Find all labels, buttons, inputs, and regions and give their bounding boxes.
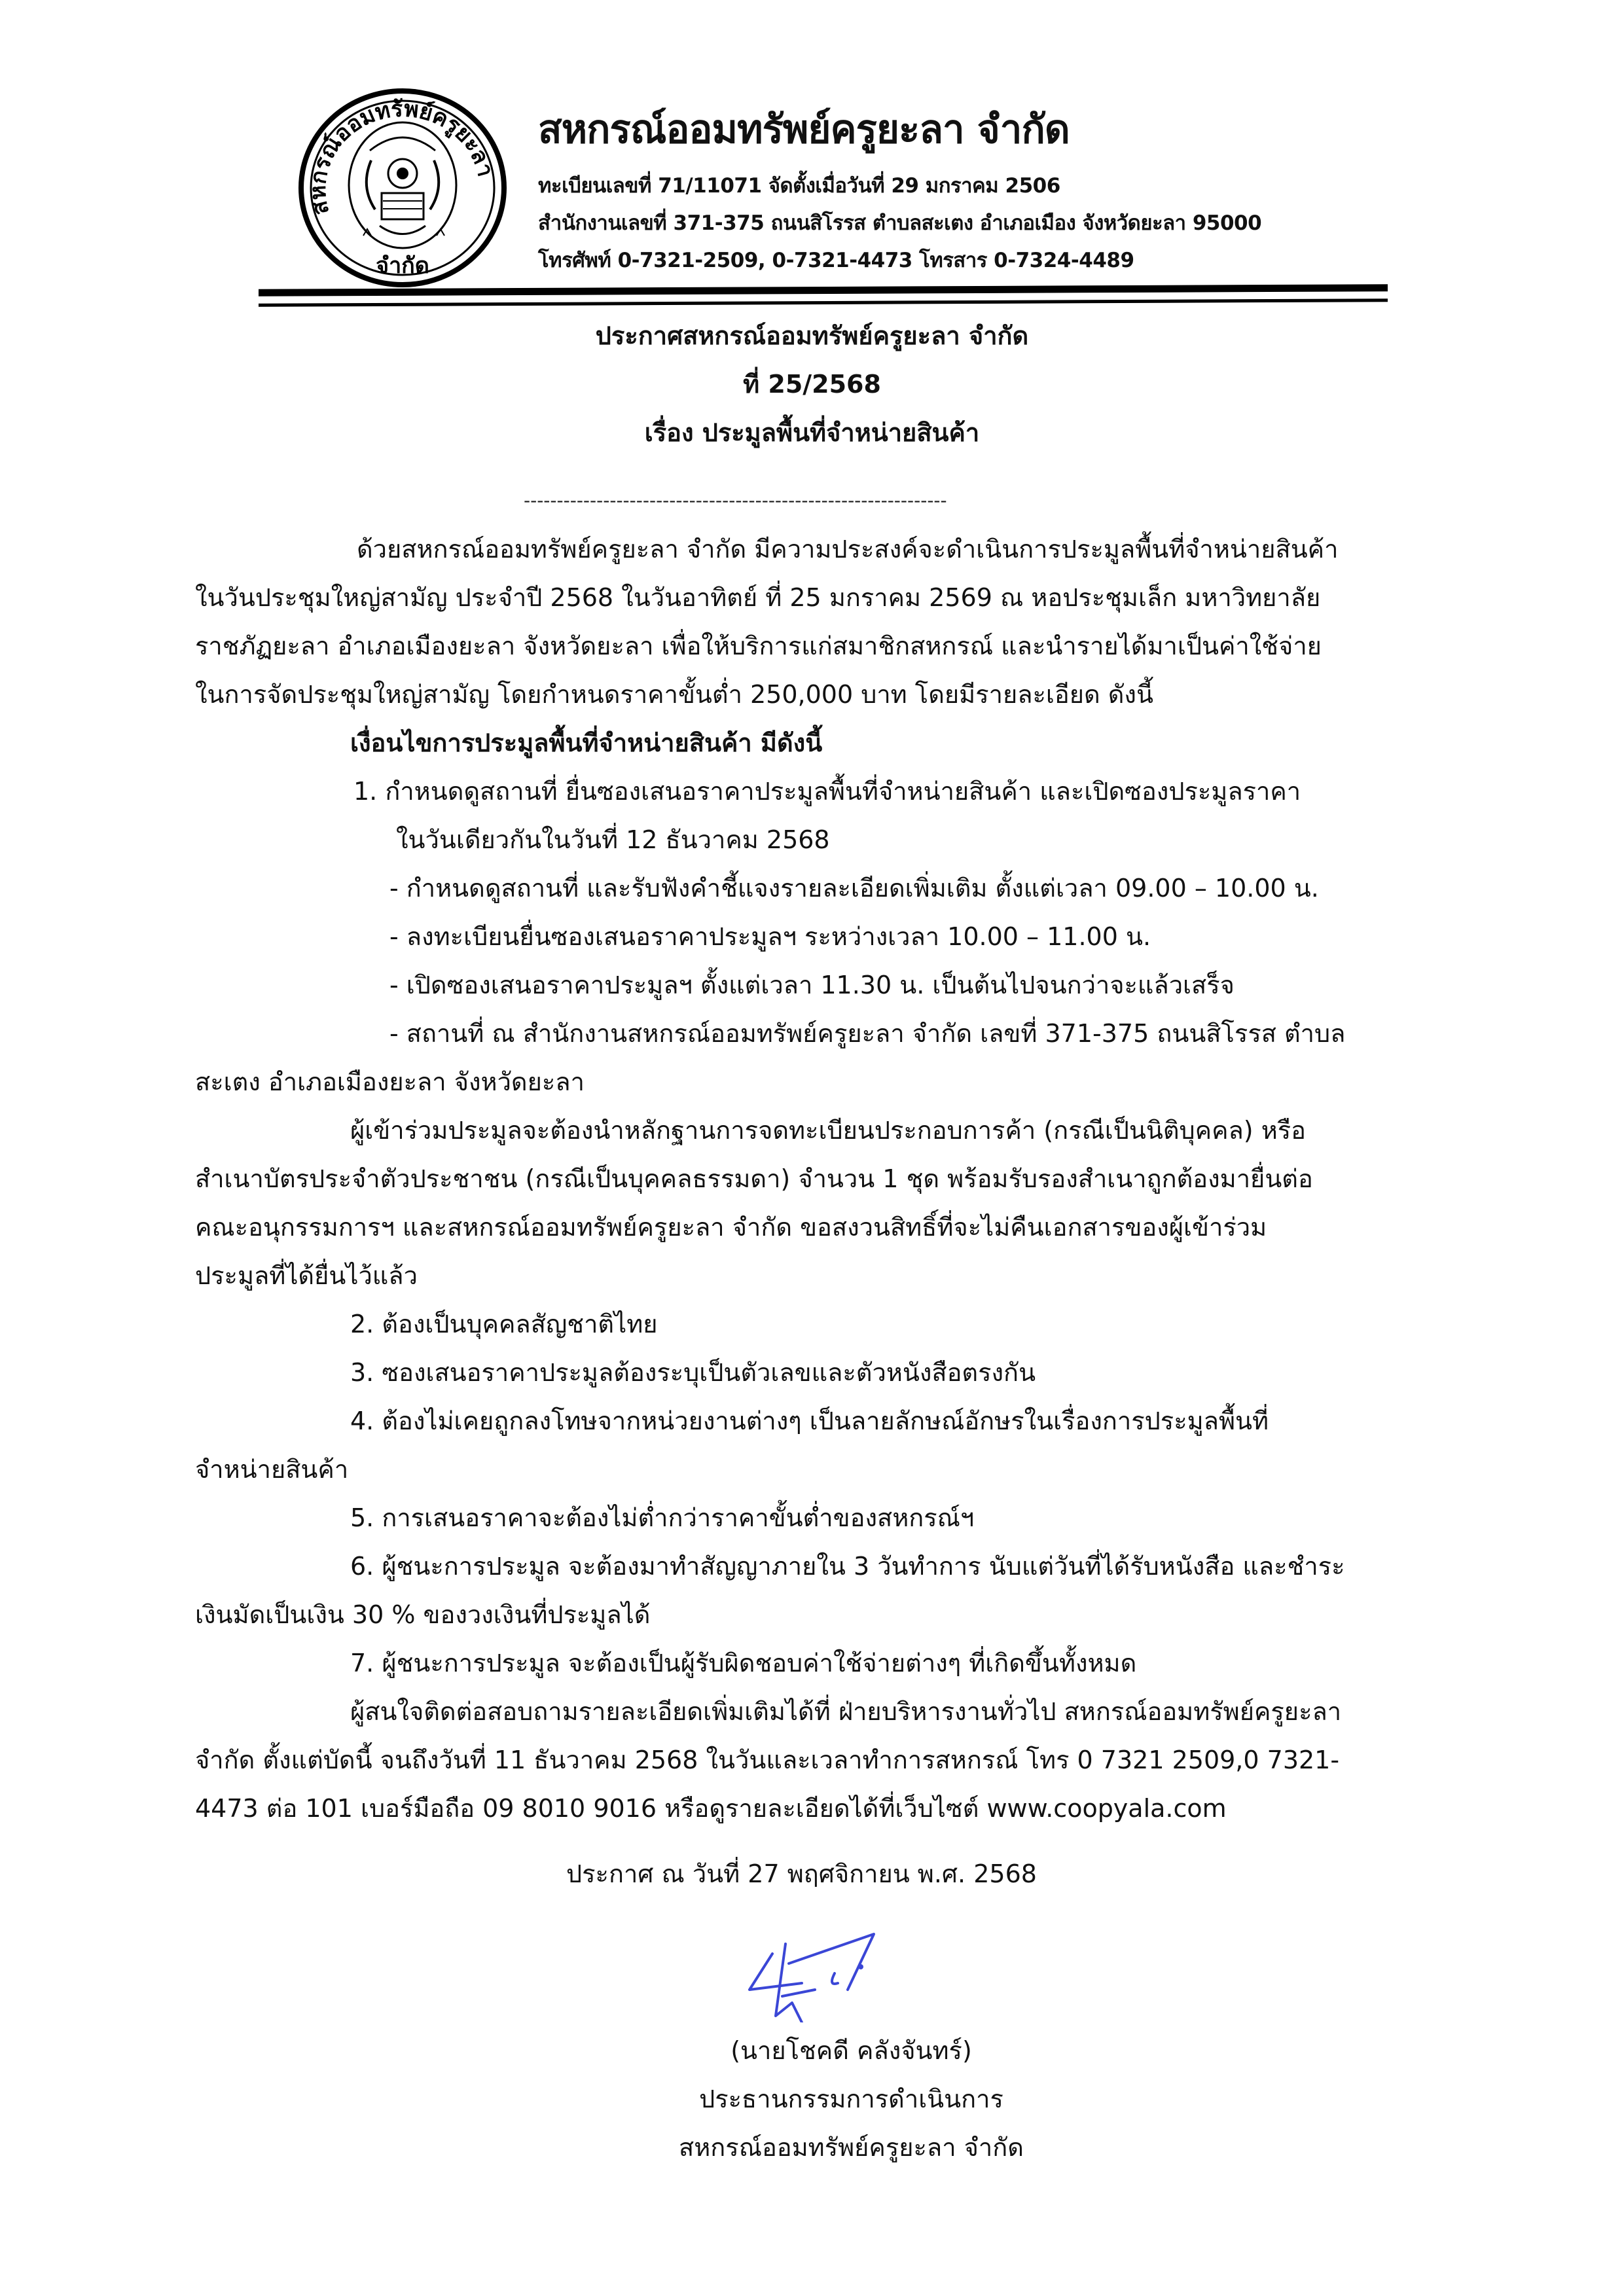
item-1-sub-4: - สถานที่ ณ สำนักงานสหกรณ์ออมทรัพย์ครูยะลา จำกัด เลขที่ 371-375 ถนนสิโรรส ตำบล (389, 1019, 1346, 1048)
org-name: สหกรณ์ออมทรัพย์ครูยะลา จำกัด (538, 107, 1070, 152)
item-3: 3. ซองเสนอราคาประมูลต้องระบุเป็นตัวเลขและตัวหนังสือตรงกัน (350, 1358, 1036, 1387)
contact-line-3: 4473 ต่อ 101 เบอร์มือถือ 09 8010 9016 หรือดูรายละเอียดได้ที่เว็บไซต์ www.coopyala.com (195, 1794, 1227, 1823)
header-rule-thin (259, 298, 1388, 307)
documents-line-3: คณะอนุกรรมการฯ และสหกรณ์ออมทรัพย์ครูยะลา จำกัด ขอสงวนสิทธิ์ที่จะไม่คืนเอกสารของผู้เข้าร่วม (195, 1213, 1267, 1242)
intro-line-3: ราชภัฏยะลา อำเภอเมืองยะลา จังหวัดยะลา เพื่อให้บริการแก่สมาชิกสหกรณ์ และนำรายได้มาเป็นค่าใช้จ่าย (195, 632, 1322, 660)
item-6-line-1: 6. ผู้ชนะการประมูล จะต้องมาทำสัญญาภายใน 3 วันทำการ นับแต่วันที่ได้รับหนังสือ และชำระ (350, 1552, 1345, 1581)
item-1-line-1: 1. กำหนดดูสถานที่ ยื่นซองเสนอราคาประมูลพื้นที่จำหน่ายสินค้า และเปิดซองประมูลราคา (353, 777, 1301, 806)
item-1-line-2: ในวันเดียวกันในวันที่ 12 ธันวาคม 2568 (396, 825, 830, 854)
intro-line-4: ในการจัดประชุมใหญ่สามัญ โดยกำหนดราคาขั้นต่ำ 250,000 บาท โดยมีรายละเอียด ดังนี้ (195, 680, 1153, 709)
documents-line-2: สำเนาบัตรประจำตัวประชาชน (กรณีเป็นบุคคลธรรมดา) จำนวน 1 ชุด พร้อมรับรองสำเนาถูกต้องมายื่นต่อ (195, 1164, 1313, 1193)
item-1-sub-4-cont: สะเตง อำเภอเมืองยะลา จังหวัดยะลา (195, 1067, 585, 1096)
office-address: สำนักงานเลขที่ 371-375 ถนนสิโรรส ตำบลสะเตง อำเภอเมือง จังหวัดยะลา 95000 (538, 211, 1262, 235)
separator-dashes: ---------------------------------------------------------------- (524, 490, 947, 511)
item-6-line-2: เงินมัดเป็นเงิน 30 % ของวงเงินที่ประมูลได้ (195, 1600, 651, 1629)
announcement-subject: เรื่อง ประมูลพื้นที่จำหน่ายสินค้า (644, 418, 980, 447)
documents-line-4: ประมูลที่ได้ยื่นไว้แล้ว (195, 1261, 418, 1290)
signer-organization: สหกรณ์ออมทรัพย์ครูยะลา จำกัด (679, 2133, 1024, 2162)
item-1-sub-1: - กำหนดดูสถานที่ และรับฟังคำชี้แจงรายละเอียดเพิ่มเติม ตั้งแต่เวลา 09.00 – 10.00 น. (389, 874, 1319, 903)
contact-line-1: ผู้สนใจติดต่อสอบถามรายละเอียดเพิ่มเติมได้ที่ ฝ่ายบริหารงานทั่วไป สหกรณ์ออมทรัพย์ครูยะลา (350, 1697, 1342, 1726)
announcement-date: ประกาศ ณ วันที่ 27 พฤศจิกายน พ.ศ. 2568 (566, 1859, 1037, 1888)
conditions-heading: เงื่อนไขการประมูลพื้นที่จำหน่ายสินค้า มีดังนี้ (350, 728, 823, 757)
item-4-line-2: จำหน่ายสินค้า (195, 1455, 349, 1484)
intro-line-1: ด้วยสหกรณ์ออมทรัพย์ครูยะลา จำกัด มีความประสงค์จะดำเนินการประมูลพื้นที่จำหน่ายสินค้า (357, 535, 1339, 564)
item-7: 7. ผู้ชนะการประมูล จะต้องเป็นผู้รับผิดชอบค่าใช้จ่ายต่างๆ ที่เกิดขึ้นทั้งหมด (350, 1649, 1137, 1677)
announcement-title: ประกาศสหกรณ์ออมทรัพย์ครูยะลา จำกัด (595, 321, 1029, 350)
logo-ring-text: สหกรณ์ออมทรัพย์ครูยะลา (304, 96, 499, 218)
signature-image (736, 1924, 893, 2022)
contact-line-2: จำกัด ตั้งแต่บัดนี้ จนถึงวันที่ 11 ธันวาคม 2568 ในวันและเวลาทำการสหกรณ์ โทร 0 7321 2509,0 7321- (195, 1746, 1340, 1774)
signer-title: ประธานกรรมการดำเนินการ (699, 2085, 1003, 2113)
item-1-sub-3: - เปิดซองเสนอราคาประมูลฯ ตั้งแต่เวลา 11.30 น. เป็นต้นไปจนกว่าจะแล้วเสร็จ (389, 971, 1235, 999)
signer-name: (นายโชคดี คลังจันทร์) (731, 2036, 972, 2065)
logo-ring-bottom-text: จำกัด (376, 253, 429, 279)
item-4-line-1: 4. ต้องไม่เคยถูกลงโทษจากหน่วยงานต่างๆ เป็นลายลักษณ์อักษรในเรื่องการประมูลพื้นที่ (350, 1407, 1269, 1435)
item-1-sub-2: - ลงทะเบียนยื่นซองเสนอราคาประมูลฯ ระหว่างเวลา 10.00 – 11.00 น. (389, 922, 1151, 951)
item-2: 2. ต้องเป็นบุคคลสัญชาติไทย (350, 1310, 658, 1338)
item-5: 5. การเสนอราคาจะต้องไม่ต่ำกว่าราคาขั้นต่ำของสหกรณ์ฯ (350, 1503, 975, 1532)
contact-numbers: โทรศัพท์ 0-7321-2509, 0-7321-4473 โทรสาร 0-7324-4489 (538, 249, 1134, 272)
cooperative-seal-logo (298, 88, 507, 288)
documents-line-1: ผู้เข้าร่วมประมูลจะต้องนำหลักฐานการจดทะเบียนประกอบการค้า (กรณีเป็นนิติบุคคล) หรือ (350, 1116, 1306, 1145)
registration-info: ทะเบียนเลขที่ 71/11071 จัดตั้งเมื่อวันที่ 29 มกราคม 2506 (538, 174, 1060, 198)
intro-line-2: ในวันประชุมใหญ่สามัญ ประจำปี 2568 ในวันอาทิตย์ ที่ 25 มกราคม 2569 ณ หอประชุมเล็ก มหาวิทยาลัย (195, 583, 1321, 612)
announcement-number: ที่ 25/2568 (743, 370, 881, 399)
